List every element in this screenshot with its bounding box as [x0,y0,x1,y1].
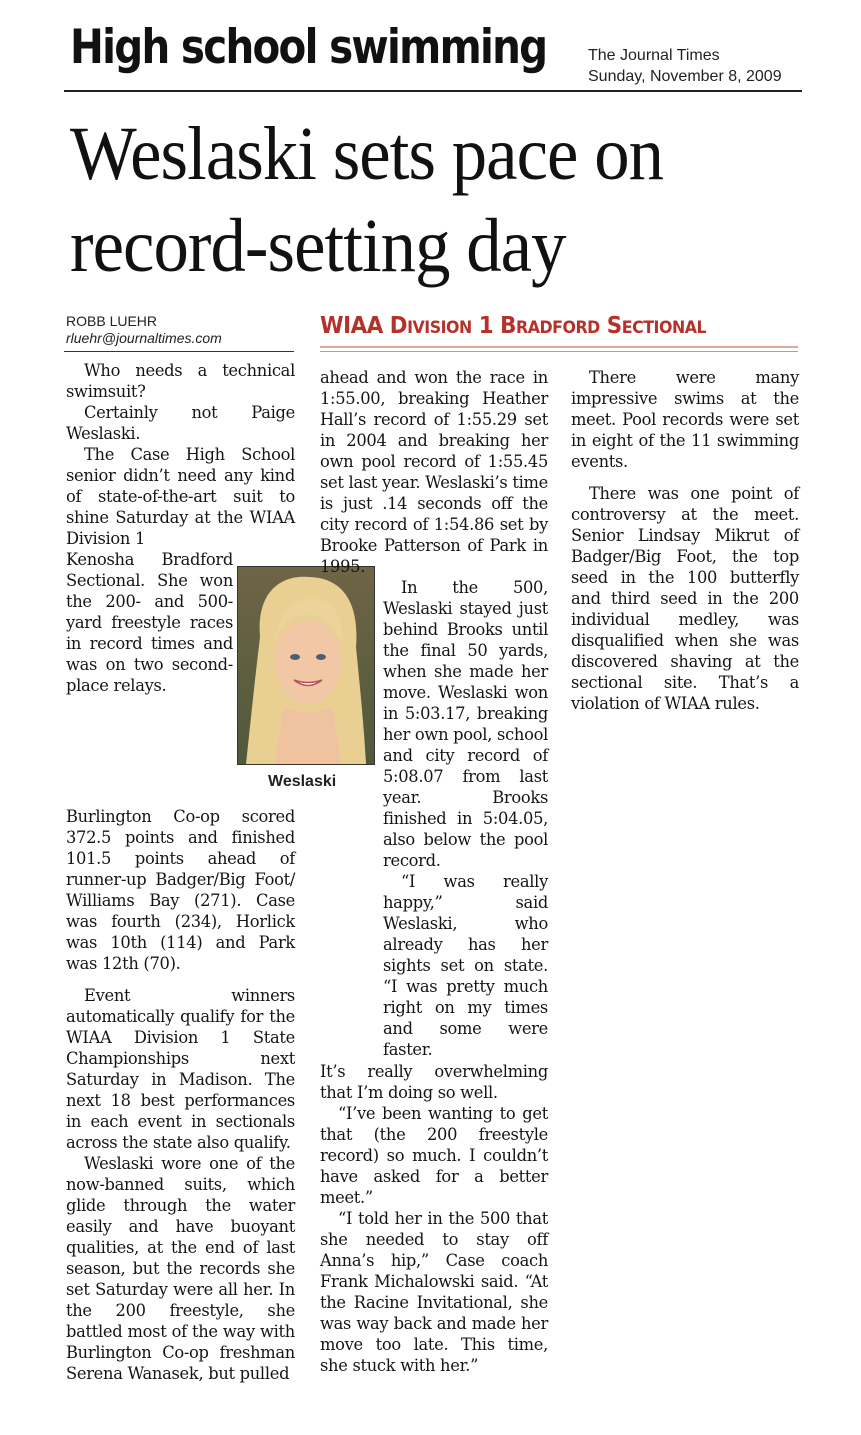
section-heading: High school swimming [70,20,547,75]
paragraph: Event winners automatically qualify for the WIAA Division 1 State Championships next Saturday in Madison. The next 18 best performances in each event in sectionals across the state also qualify. [66,986,295,1152]
sectional-rule-blue [320,351,798,352]
sectional-part: WIAA D [320,313,408,339]
paragraph: It’s really overwhelming that I’m doing so well. [320,1062,548,1102]
column-2-wrap [383,577,548,1060]
paragraph: Burlington Co-op scored 372.5 points and finished 101.5 points ahead of runner-up Badger/Big Foot/ Williams Bay (271). Case was fourth (234), Horlick was 10th (114) and Park was 12th (70). [66,807,295,973]
paragraph: “I’ve been wanting to get that (the 200 freestyle record) so much. I couldn’t have asked for a better meet.” [320,1104,548,1207]
byline-name: ROBB LUEHR [66,313,158,329]
column-2-bottom [320,1061,548,1376]
paragraph: ahead and won the race in 1:55.00, breaking Heather Hall’s record of 1:55.29 set in 2004 and breaking her own pool record of 1:55.45 set last year. Weslaski’s time is just .14 seconds off the city record of 1:54.86 set by Brooke Patterson of Park in 1995. [320,368,548,576]
sectional-title [320,313,706,339]
byline-email: rluehr@journaltimes.com [66,330,222,346]
weslaski-photo [237,566,375,765]
headline: Weslaski sets pace on record-setting day [70,112,664,288]
column-2-top [320,367,548,577]
paragraph: “I told her in the 500 that she needed to stay off Anna’s hip,” Case coach Frank Michalowski said. “At the Racine Invitational, she was way back and made her move too late. This time, she stuck with her.” [320,1209,548,1375]
column-1-bottom [66,806,295,1384]
column-1-wrap [66,549,233,696]
sectional-part: IVISION [407,318,472,338]
paragraph: Kenosha Bradford Sectional. She won the 200- and 500-yard freestyle races in record times and was on two second-place relays. [66,550,233,695]
sectional-part: ECTIONAL [621,318,707,338]
masthead-rule [64,90,802,92]
publication-info [588,45,782,87]
paragraph: There were many impressive swims at the meet. Pool records were set in eight of the 11 swimming events. [571,368,799,471]
paragraph: In the 500, Weslaski stayed just behind Brooks until the final 50 yards, when she made her move. Weslaski won in 5:03.17, breaking her own pool, school and city record of 5:08.07 from last year. Brooks finished in 5:04.05, also below the pool record. [383,578,548,870]
column-3 [571,367,799,714]
sectional-part: S [599,313,622,339]
paragraph: The Case High School senior didn’t need any kind of state-of-the-art suit to shine Saturday at the WIAA Division 1 [66,445,295,548]
sectional-part: 1 B [471,313,517,339]
sectional-part: RADFORD [516,318,600,338]
photo-caption: Weslaski [268,773,337,790]
paragraph: Who needs a technical swimsuit? [66,361,295,401]
portrait-illustration [238,567,374,764]
paragraph: There was one point of controversy at the meet. Senior Lindsay Mikrut of Badger/Big Foot, the top seed in the 100 butterfly and third seed in the 200 individual medley, was disqualified when she was discovered shaving at the sectional site. That’s a violation of WIAA rules. [571,484,799,713]
paragraph: Weslaski wore one of the now-banned suits, which glide through the water easily and have buoyant qualities, at the end of last season, but the records she set Saturday were all her. In the 200 freestyle, she battled most of the way with Burlington Co-op freshman Serena Wanasek, but pulled [66,1154,295,1383]
publication-date: Sunday, November 8, 2009 [588,68,782,85]
publication-name: The Journal Times [588,47,720,64]
paragraph: “I was really happy,” said Weslaski, who already has her sights set on state. “I was pretty much right on my times and some were faster. [383,872,548,1059]
sectional-rule [320,346,798,348]
column-1-top [66,360,295,549]
paragraph: Certainly not Paige Weslaski. [66,403,295,443]
byline-rule [64,351,294,352]
